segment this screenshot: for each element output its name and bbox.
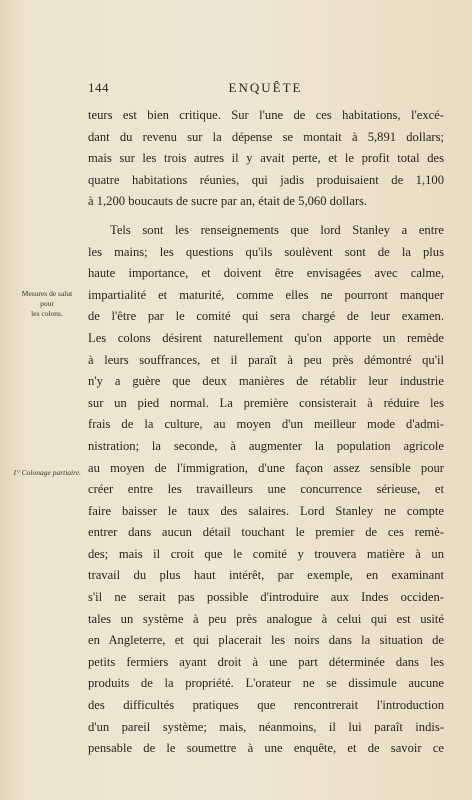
page-header: [88, 80, 443, 98]
text-line: teurs est bien critique. Sur l'une de ces habitations, l'excé-: [88, 108, 444, 122]
text-line: sur un pied normal. La première consisterait à réduire les: [88, 395, 444, 410]
margin-note-line: 1° Colonage partiaire.: [13, 468, 81, 477]
text-line: s'il ne serait pas possible d'introduire aux Indes occiden-: [88, 590, 444, 605]
text-line: impartialité et maturité, comme elles ne pourront manquer: [88, 287, 444, 302]
text-line: d'un pareil système; mais, néanmoins, il lui paraît indis-: [88, 719, 444, 734]
text-line: des difficultés pratiques que rencontrerait l'introduction: [88, 698, 444, 713]
text-line: entrer dans aucun détail touchant le premier de ces remè-: [88, 525, 444, 540]
text-line: nistration; la seconde, à augmenter la population agricole: [88, 438, 444, 453]
text-line: à leurs souffrances, et il paraît à peu près démontré qu'il: [88, 352, 444, 367]
text-line: pensable de le soumettre à une enquête, et de savoir ce: [88, 741, 444, 756]
text-line: n'y a guère que deux manières de rétablir leur industrie: [88, 374, 444, 389]
text-line: créer entre les travailleurs une concurrence sérieuse, et: [88, 482, 444, 497]
body-text: [88, 105, 444, 760]
running-head: ENQUÊTE: [228, 80, 303, 95]
margin-note-colonage: [8, 468, 86, 478]
text-line: au moyen de l'immigration, d'une façon assez sensible pour: [88, 460, 444, 475]
text-line: faire baisser le taux des salaires. Lord Stanley ne compte: [88, 503, 444, 518]
text-line: produits de la propriété. L'orateur ne se dissimule aucune: [88, 676, 444, 691]
text-line: haute importance, et doivent être envisagées avec calme,: [88, 266, 444, 281]
paragraph-1: [88, 105, 444, 213]
text-line: à 1,200 boucauts de sucre par an, était de 5,060 dollars.: [88, 194, 368, 209]
margin-note-line: les colons.: [31, 309, 63, 318]
text-line: mais sur les trois autres il y avait perte, et le profit total des: [88, 151, 444, 166]
text-line: Tels sont les renseignements que lord Stanley a entre: [110, 222, 444, 237]
text-line: les mains; les questions qu'ils soulèvent sont de la plus: [88, 244, 444, 259]
margin-note-line: pour: [40, 299, 54, 308]
text-line: quatre habitations réunies, qui jadis produisaient de 1,100: [88, 172, 444, 187]
text-line: petits fermiers ayant droit à une part déterminée dans les: [88, 654, 444, 669]
text-line: en Angleterre, et qui placerait les noirs dans la situation de: [88, 633, 444, 648]
text-line: frais de la culture, au moyen d'un meilleur mode d'admi-: [88, 417, 444, 432]
text-line: dant du revenu sur la dépense se montait à 5,891 dollars;: [88, 129, 444, 144]
text-line: tales un système à peu près analogue à celui qui est usité: [88, 611, 444, 626]
paragraph-2: [88, 220, 444, 760]
page-number: 144: [88, 80, 109, 95]
margin-note-mesures: [12, 289, 82, 319]
text-line: de l'être par le comité qui sera chargé de leur examen.: [88, 309, 444, 324]
text-line: Les colons désirent naturellement qu'on apporte un remède: [88, 330, 444, 345]
margin-note-line: Mesures de salut: [21, 289, 73, 298]
text-line: travail du plus haut intérêt, par exemple, en examinant: [88, 568, 444, 583]
text-line: des; mais il croit que le comité y trouvera matière à un: [88, 546, 444, 561]
